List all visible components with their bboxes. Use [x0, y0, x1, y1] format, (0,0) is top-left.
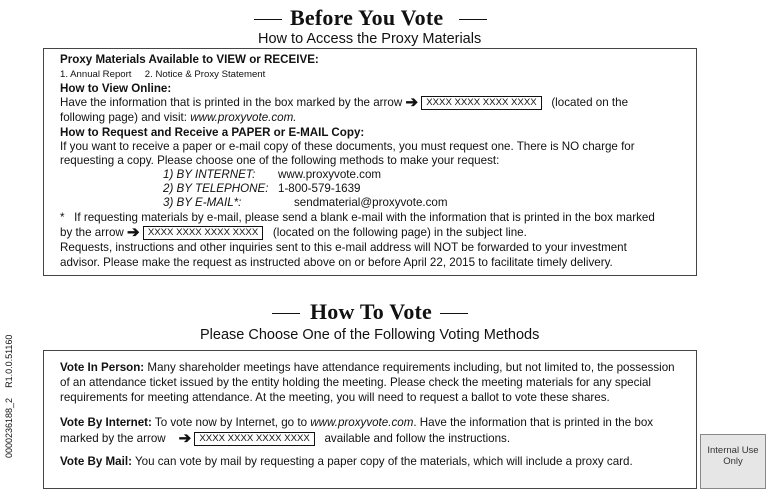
request-copy-heading: How to Request and Receive a PAPER or E-MAIL Copy: — [60, 126, 365, 139]
email-note-located: (located on the following page) in the subject line. — [272, 226, 527, 240]
method-internet-label: 1) BY INTERNET: — [163, 168, 256, 181]
document-side-code: 0000236188_2 R1.0.0.51160 — [4, 334, 14, 458]
right-arrow-icon: ➔ — [127, 224, 140, 241]
method-email-label: 3) BY E-MAIL*: — [163, 196, 242, 209]
view-online-line-2 — [60, 111, 297, 126]
email-note-line-1: * If requesting materials by e-mail, please send a blank e-mail with the information that is printed in the box marked — [60, 211, 655, 224]
before-you-vote-subtitle: How to Access the Proxy Materials — [258, 31, 482, 47]
vote-in-person-text: Many shareholder meetings have attendance requirements including, but not limited to, the possession — [147, 361, 675, 374]
right-arrow-icon: ➔ — [178, 430, 192, 447]
title-rule-right — [459, 19, 487, 20]
control-number-box: XXXX XXXX XXXX XXXX — [194, 432, 314, 446]
internal-use-box — [700, 434, 766, 489]
requests-note-line-2: advisor. Please make the request as instructed above on or before April 22, 2015 to facilitate timely delivery. — [60, 256, 613, 269]
control-number-box: XXXX XXXX XXXX XXXX — [143, 226, 263, 240]
method-telephone-label: 2) BY TELEPHONE: — [163, 182, 269, 195]
before-you-vote-title: Before You Vote — [290, 5, 444, 30]
email-note-arrow-text: by the arrow — [60, 226, 124, 240]
email-note-line-2 — [60, 226, 527, 241]
vote-mail-line — [60, 455, 633, 470]
vote-in-person-line-3: requirements for meeting attendance. At the meeting, you will need to request a ballot to vote these shares. — [60, 391, 610, 404]
view-online-line-1 — [60, 96, 628, 111]
vote-internet-line-2 — [60, 432, 510, 447]
title-rule-left — [254, 19, 282, 20]
vote-in-person-line-1 — [60, 361, 675, 376]
how-to-vote-subtitle: Please Choose One of the Following Voting Methods — [200, 327, 540, 343]
control-number-box: XXXX XXXX XXXX XXXX — [421, 96, 541, 110]
internal-use-label-1: Internal Use — [707, 445, 759, 456]
right-arrow-icon: ➔ — [405, 94, 419, 111]
view-online-located: (located on the — [551, 96, 629, 110]
vote-internet-label: Vote By Internet: — [60, 416, 152, 429]
method-telephone-value: 1-800-579-1639 — [278, 182, 361, 195]
method-internet-value[interactable]: www.proxyvote.com — [278, 168, 382, 181]
materials-list: 1. Annual Report 2. Notice & Proxy Statement — [60, 69, 266, 80]
materials-heading: Proxy Materials Available to VIEW or RECEIVE: — [60, 53, 319, 66]
vote-mail-text: You can vote by mail by requesting a paper copy of the materials, which will include a proxy card. — [134, 455, 633, 468]
vote-mail-label: Vote By Mail: — [60, 455, 132, 468]
method-email-value[interactable]: sendmaterial@proxyvote.com — [294, 196, 448, 209]
vote-in-person-line-2: of an attendance ticket issued by the entity holding the meeting. Please check the meeting materials for any special — [60, 376, 651, 389]
vote-internet-line-1 — [60, 416, 653, 431]
vote-internet-instructions: available and follow the instructions. — [324, 432, 511, 446]
vote-in-person-label: Vote In Person: — [60, 361, 145, 374]
proxyvote-link[interactable]: www.proxyvote.com. — [190, 111, 297, 124]
title-rule-right — [440, 313, 468, 314]
request-copy-text-1: If you want to receive a paper or e-mail copy of these documents, you must request one. There is NO charge for — [60, 140, 635, 153]
requests-note-line-1: Requests, instructions and other inquiries sent to this e-mail address will NOT be forwarded to your investment — [60, 241, 627, 254]
request-copy-text-2: requesting a copy. Please choose one of the following methods to make your request: — [60, 154, 500, 167]
view-online-heading: How to View Online: — [60, 82, 172, 95]
vote-internet-text: To vote now by Internet, go to — [154, 416, 308, 429]
view-online-text: Have the information that is printed in the box marked by the arrow — [60, 96, 403, 110]
how-to-vote-title: How To Vote — [310, 299, 433, 324]
vote-internet-text-2: . Have the information that is printed in the box — [413, 416, 654, 429]
view-online-visit: following page) and visit: — [60, 111, 187, 124]
vote-internet-arrow-text: marked by the arrow — [60, 432, 166, 446]
title-rule-left — [272, 313, 300, 314]
proxyvote-link[interactable]: www.proxyvote.com — [310, 416, 414, 429]
internal-use-label-2: Only — [723, 456, 743, 467]
